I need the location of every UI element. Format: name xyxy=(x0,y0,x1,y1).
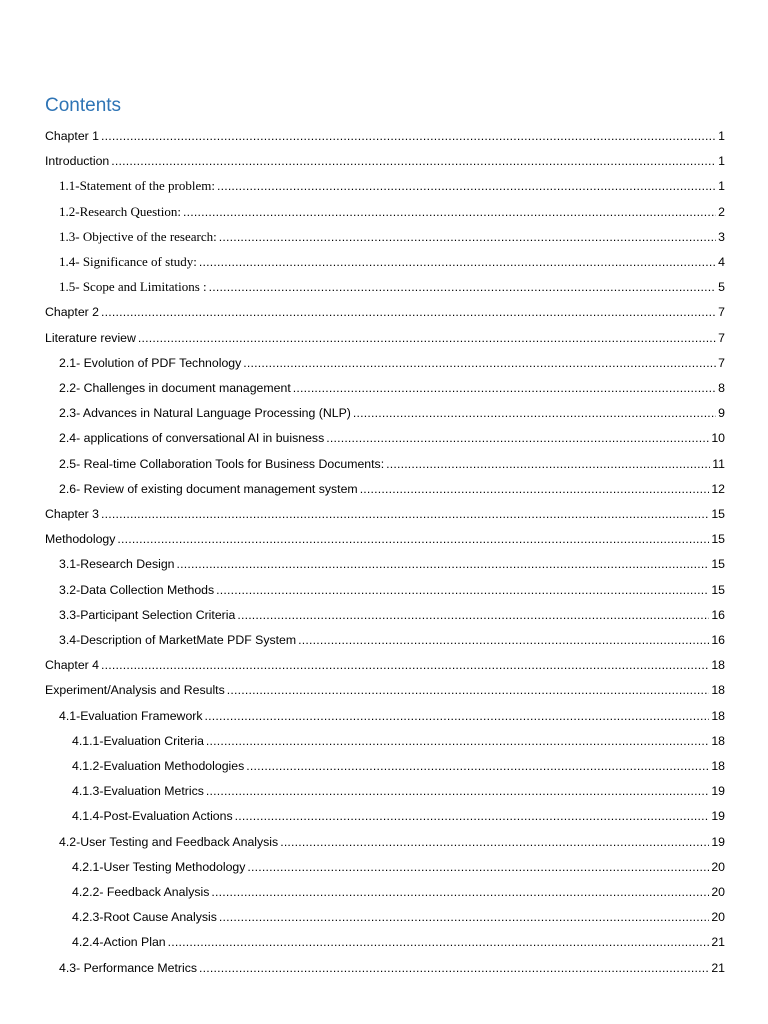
toc-entry-label: 2.4- applications of conversational AI in buisness xyxy=(59,431,325,446)
toc-entry-page-number: 20 xyxy=(711,910,725,925)
toc-entry-page-number: 1 xyxy=(718,179,725,194)
dot-leader xyxy=(237,608,709,622)
toc-entry[interactable] xyxy=(45,123,725,143)
dot-leader xyxy=(217,179,716,193)
toc-entry-label: Literature review xyxy=(45,330,136,345)
toc-entry-page-number: 7 xyxy=(718,305,725,320)
toc-entry[interactable] xyxy=(45,299,725,319)
toc-entry-label: 4.1.4-Post-Evaluation Actions xyxy=(72,809,233,824)
dot-leader xyxy=(205,709,710,723)
toc-entry-page-number: 4 xyxy=(718,255,725,269)
toc-entry-page-number: 18 xyxy=(711,759,725,773)
toc-entry-page-number: 18 xyxy=(711,708,725,723)
toc-entry[interactable] xyxy=(45,803,725,823)
toc-entry-page-number: 15 xyxy=(711,507,725,521)
toc-entry[interactable] xyxy=(45,224,725,244)
toc-entry[interactable] xyxy=(45,400,725,420)
toc-entry-page-number: 15 xyxy=(711,532,725,547)
toc-entry[interactable] xyxy=(45,249,725,269)
toc-entry[interactable] xyxy=(45,325,725,345)
dot-leader xyxy=(235,809,710,823)
dot-leader xyxy=(138,331,716,345)
dot-leader xyxy=(243,356,716,370)
dot-leader xyxy=(117,532,709,546)
toc-entry[interactable] xyxy=(45,476,725,496)
dot-leader xyxy=(216,583,709,597)
toc-entry-page-number: 20 xyxy=(711,859,725,874)
dot-leader xyxy=(247,860,709,874)
dot-leader xyxy=(353,406,716,420)
toc-entry-page-number: 15 xyxy=(711,582,725,597)
toc-entry-page-number: 19 xyxy=(711,834,725,849)
toc-entry[interactable] xyxy=(45,904,725,924)
toc-entry-page-number: 16 xyxy=(711,607,725,622)
toc-title: Contents xyxy=(45,95,122,116)
dot-leader xyxy=(177,557,710,571)
dot-leader xyxy=(199,961,709,975)
toc-entry-label: 3.2-Data Collection Methods xyxy=(59,582,215,597)
toc-entry-page-number: 19 xyxy=(711,784,725,799)
toc-entry-label: 2.5- Real-time Collaboration Tools for Business Documents: xyxy=(59,456,385,471)
toc-entry-page-number: 7 xyxy=(718,355,725,370)
dot-leader xyxy=(298,633,709,647)
toc-entry-page-number: 19 xyxy=(711,809,725,824)
dot-leader xyxy=(111,154,716,168)
toc-entry-label: 2.1- Evolution of PDF Technology xyxy=(59,355,242,370)
dot-leader xyxy=(206,784,709,798)
toc-entry-label: 4.1.2-Evaluation Methodologies xyxy=(72,759,245,773)
toc-entry[interactable] xyxy=(45,173,725,193)
toc-entry[interactable] xyxy=(45,526,725,546)
toc-entry-label: Chapter 4 xyxy=(45,658,100,673)
toc-entry[interactable] xyxy=(45,350,725,370)
dot-leader xyxy=(101,305,716,319)
toc-entry-page-number: 10 xyxy=(711,431,725,446)
toc-entry-label: 4.1.1-Evaluation Criteria xyxy=(72,733,204,748)
toc-entry[interactable] xyxy=(45,829,725,849)
dot-leader xyxy=(199,255,716,269)
toc-entry-page-number: 1 xyxy=(718,129,725,143)
toc-entry[interactable] xyxy=(45,703,725,723)
toc-entry[interactable] xyxy=(45,627,725,647)
dot-leader xyxy=(280,835,709,849)
toc-entry-label: 4.2.3-Root Cause Analysis xyxy=(72,910,217,925)
toc-entry-label: 4.3- Performance Metrics xyxy=(59,960,198,975)
dot-leader xyxy=(206,734,709,748)
toc-entry-label: 4.2.1-User Testing Methodology xyxy=(72,859,246,874)
toc-entry-label: Introduction xyxy=(45,154,110,169)
toc-entry[interactable] xyxy=(45,854,725,874)
toc-entry-label: 4.2.4-Action Plan xyxy=(72,935,166,950)
dot-leader xyxy=(219,230,716,244)
dot-leader xyxy=(101,507,709,521)
dot-leader xyxy=(227,683,710,697)
toc-entry-page-number: 7 xyxy=(718,330,725,345)
toc-entry[interactable] xyxy=(45,577,725,597)
toc-entry-label: 1.2-Research Question: xyxy=(59,203,182,219)
toc-entry-label: 3.1-Research Design xyxy=(59,557,175,572)
dot-leader xyxy=(360,482,710,496)
toc-entry-label: Methodology xyxy=(45,532,116,547)
toc-entry[interactable] xyxy=(45,602,725,622)
dot-leader xyxy=(209,280,716,294)
toc-entry-label: Chapter 1 xyxy=(45,129,100,143)
toc-entry[interactable] xyxy=(45,929,725,949)
toc-entry[interactable] xyxy=(45,274,725,294)
dot-leader xyxy=(211,885,709,899)
toc-entry-page-number: 2 xyxy=(718,204,725,219)
toc-entry-page-number: 8 xyxy=(718,381,725,395)
toc-entry[interactable] xyxy=(45,501,725,521)
toc-entry-page-number: 12 xyxy=(711,481,725,496)
toc-entry[interactable] xyxy=(45,955,725,975)
dot-leader xyxy=(168,935,710,949)
toc-entry-label: 1.3- Objective of the research: xyxy=(59,228,217,244)
toc-entry-page-number: 1 xyxy=(718,154,725,169)
toc-entry-label: 1.1-Statement of the problem: xyxy=(59,178,215,194)
toc-entry-label: Experiment/Analysis and Results xyxy=(45,683,225,698)
toc-entry[interactable] xyxy=(45,879,725,899)
toc-entry-label: 2.6- Review of existing document management system xyxy=(59,481,358,496)
toc-entry-page-number: 16 xyxy=(711,633,725,647)
toc-entry-page-number: 20 xyxy=(711,885,725,899)
toc-entry[interactable] xyxy=(45,425,725,445)
toc-entry-page-number: 11 xyxy=(712,456,725,471)
toc-entry[interactable] xyxy=(45,148,725,168)
toc-entry-page-number: 18 xyxy=(711,683,725,698)
dot-leader xyxy=(326,431,709,445)
dot-leader xyxy=(293,381,716,395)
dot-leader xyxy=(219,910,709,924)
toc-entry-page-number: 21 xyxy=(711,935,725,950)
toc-entry-label: 4.1-Evaluation Framework xyxy=(59,708,203,723)
dot-leader xyxy=(101,129,716,143)
toc-entry-label: 1.5- Scope and Limitations : xyxy=(59,279,207,295)
toc-entry-page-number: 21 xyxy=(711,960,725,975)
toc-entry[interactable] xyxy=(45,199,725,219)
toc-entry[interactable] xyxy=(45,551,725,571)
toc-entry[interactable] xyxy=(45,451,725,471)
toc-entry[interactable] xyxy=(45,375,725,395)
toc-entry[interactable] xyxy=(45,677,725,697)
dot-leader xyxy=(386,457,710,471)
toc-entry-label: 2.3- Advances in Natural Language Processing (NLP) xyxy=(59,406,351,421)
toc-entry[interactable] xyxy=(45,778,725,798)
toc-entry[interactable] xyxy=(45,652,725,672)
toc-entry-label: 4.1.3-Evaluation Metrics xyxy=(72,784,204,799)
toc-entry-page-number: 3 xyxy=(718,229,725,244)
toc-entry-label: Chapter 3 xyxy=(45,507,100,521)
toc-entry-page-number: 15 xyxy=(711,557,725,572)
toc-entry-label: 4.2.2- Feedback Analysis xyxy=(72,885,210,899)
dot-leader xyxy=(101,658,709,672)
dot-leader xyxy=(246,759,709,773)
toc-entry[interactable] xyxy=(45,728,725,748)
toc-entry-label: 3.3-Participant Selection Criteria xyxy=(59,607,236,622)
toc-entry-page-number: 18 xyxy=(711,733,725,748)
toc-entry-page-number: 5 xyxy=(718,280,725,295)
toc-entry-label: Chapter 2 xyxy=(45,305,100,320)
toc-entry-label: 4.2-User Testing and Feedback Analysis xyxy=(59,834,279,849)
toc-entry-page-number: 9 xyxy=(718,406,725,421)
toc-entry-page-number: 18 xyxy=(711,658,725,673)
dot-leader xyxy=(183,205,716,219)
toc-entry-label: 2.2- Challenges in document management xyxy=(59,381,291,395)
toc-entry[interactable] xyxy=(45,753,725,773)
toc-entry-label: 3.4-Description of MarketMate PDF System xyxy=(59,633,297,647)
toc-entry-label: 1.4- Significance of study: xyxy=(59,254,197,269)
